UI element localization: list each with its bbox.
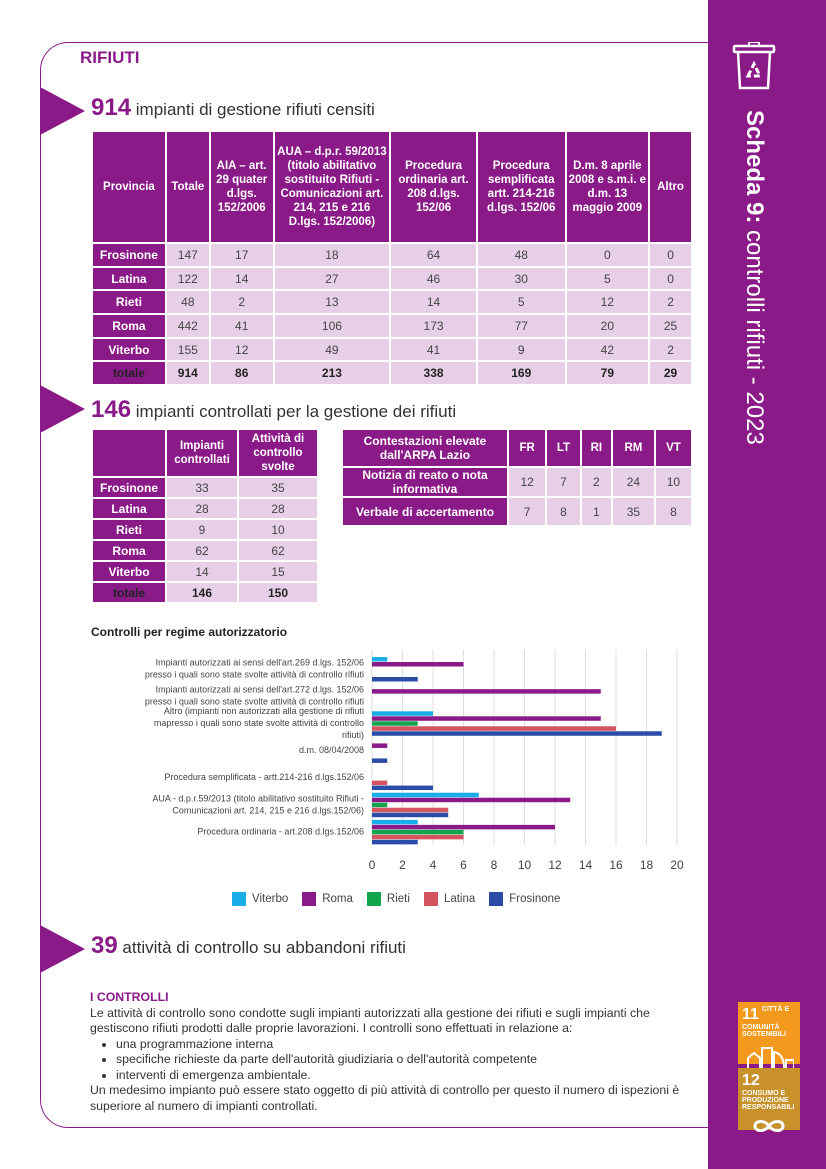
table-cell: 62 <box>238 540 318 561</box>
bar-frosinone <box>372 731 662 736</box>
table-cell: 17 <box>210 243 274 267</box>
recycle-bin-icon <box>731 42 777 90</box>
triangle-marker <box>40 87 85 135</box>
bar-frosinone <box>372 840 418 845</box>
table-cell: 49 <box>274 338 391 362</box>
legend-item <box>367 892 410 906</box>
row-label: Rieti <box>92 290 166 314</box>
table-cell: 122 <box>166 267 210 291</box>
x-tick-label: 10 <box>517 858 532 872</box>
bar-latina <box>372 781 387 786</box>
controlli-outro: Un medesimo impianto può essere stato oggetto di più attività di controllo per questo il numero di ispezioni è superiore al numero di impianti controllati. <box>90 1083 680 1113</box>
bar-rieti <box>372 803 387 808</box>
table-cell: 28 <box>238 498 318 519</box>
table-cell: 2 <box>649 338 692 362</box>
list-item: • interventi di emergenza ambientale. <box>116 1068 700 1084</box>
category-label: Procedura ordinaria - art.208 d.lgs.152/06 <box>197 826 364 837</box>
table-cell: 173 <box>390 314 477 338</box>
table-row <box>92 519 318 540</box>
table-cell: 18 <box>274 243 391 267</box>
table-cell: 147 <box>166 243 210 267</box>
table-cell: 9 <box>166 519 238 540</box>
contestazioni-table <box>341 428 693 527</box>
legend-label: Latina <box>443 893 476 905</box>
bar-latina <box>372 808 448 813</box>
table-row <box>92 338 692 362</box>
x-tick-label: 12 <box>548 858 562 872</box>
legend-swatch <box>302 892 316 906</box>
header-cell: AUA – d.p.r. 59/2013 (titolo abilitativo sostituito Rifiuti - Comunicazioni art. 214, 215 e 216 D.lgs. 152/2006) <box>274 131 391 243</box>
table-cell: 5 <box>566 267 649 291</box>
table-cell: 35 <box>612 497 655 526</box>
x-tick-label: 2 <box>399 858 406 872</box>
header-cell: Contestazioni elevate dall'ARPA Lazio <box>342 429 508 467</box>
table-cell: 64 <box>390 243 477 267</box>
row-label: Viterbo <box>92 338 166 362</box>
legend-item <box>424 892 475 906</box>
header-cell: AIA – art. 29 quater d.lgs. 152/2006 <box>210 131 274 243</box>
controlli-title: I CONTROLLI <box>90 990 169 1004</box>
table-cell: 8 <box>546 497 580 526</box>
table-row <box>92 290 692 314</box>
row-label: totale <box>92 582 166 603</box>
table-cell: 12 <box>508 467 546 497</box>
heading-impianti-censiti: 914 impianti di gestione rifiuti censiti <box>91 94 375 121</box>
chart-legend <box>232 892 560 906</box>
header-cell: Attività di controllo svolte <box>238 429 318 477</box>
chart-title: Controlli per regime autorizzatorio <box>91 625 288 639</box>
bar-rieti <box>372 721 418 726</box>
row-label: Frosinone <box>92 243 166 267</box>
category-label: Impianti autorizzati ai sensi dell'art.272 d.lgs. 152/06 presso i quali sono state svolte attività di controllo rifiuti <box>144 684 364 707</box>
bar-roma <box>372 825 555 830</box>
legend-swatch <box>489 892 503 906</box>
table-cell: 9 <box>477 338 566 362</box>
table-cell: 28 <box>166 498 238 519</box>
table-cell: 77 <box>477 314 566 338</box>
table-row <box>92 477 318 498</box>
city-icon <box>744 1042 794 1068</box>
x-tick-label: 0 <box>368 858 376 872</box>
section-title: RIFIUTI <box>80 48 140 67</box>
bar-latina <box>372 835 464 840</box>
legend-item <box>302 892 353 906</box>
table-cell: 14 <box>390 290 477 314</box>
table-cell: 15 <box>238 561 318 582</box>
legend-item <box>489 892 560 906</box>
x-tick-label: 16 <box>609 858 623 872</box>
table-cell: 48 <box>477 243 566 267</box>
table-cell: 442 <box>166 314 210 338</box>
table-cell: 169 <box>477 361 566 385</box>
row-label: Latina <box>92 498 166 519</box>
table-cell: 7 <box>546 467 580 497</box>
list-item: • una programmazione interna <box>116 1037 700 1053</box>
table-row <box>92 498 318 519</box>
bar-roma <box>372 743 387 748</box>
table-cell: 29 <box>649 361 692 385</box>
bar-frosinone <box>372 786 433 791</box>
table-cell: 10 <box>655 467 692 497</box>
table-cell: 86 <box>210 361 274 385</box>
legend-label: Roma <box>322 893 353 905</box>
bar-viterbo <box>372 820 418 825</box>
heading-impianti-controllati: 146 impianti controllati per la gestione dei rifiuti <box>91 396 457 423</box>
table-cell: 30 <box>477 267 566 291</box>
row-label: Rieti <box>92 519 166 540</box>
table-cell: 146 <box>166 582 238 603</box>
sdg-12-badge: 12 CONSUMO E PRODUZIONE RESPONSABILI <box>738 1068 800 1130</box>
header-cell: Impianti controllati <box>166 429 238 477</box>
header-cell: VT <box>655 429 692 467</box>
header-cell: RM <box>612 429 655 467</box>
x-tick-label: 14 <box>578 858 593 872</box>
bar-frosinone <box>372 758 387 763</box>
header-cell: Provincia <box>92 131 166 243</box>
table-cell: 13 <box>274 290 391 314</box>
triangle-marker <box>40 385 85 433</box>
table-cell: 155 <box>166 338 210 362</box>
table-cell: 24 <box>612 467 655 497</box>
table-cell: 2 <box>581 467 612 497</box>
table-cell: 2 <box>649 290 692 314</box>
row-label: Roma <box>92 314 166 338</box>
header-cell <box>92 429 166 477</box>
table-cell: 27 <box>274 267 391 291</box>
bar-roma <box>372 798 570 803</box>
table-cell: 213 <box>274 361 391 385</box>
table-row <box>342 497 692 526</box>
bar-viterbo <box>372 793 479 798</box>
legend-swatch <box>367 892 381 906</box>
legend-swatch <box>232 892 246 906</box>
table-cell: 20 <box>566 314 649 338</box>
table-cell: 150 <box>238 582 318 603</box>
row-label: Latina <box>92 267 166 291</box>
table-row <box>342 467 692 497</box>
category-label: Altro (impianti non autorizzati alla gestione di rifiuti mapresso i quali sono state svolte attività di controllo rifiuti) <box>153 705 364 740</box>
header-cell: D.m. 8 aprile 2008 e s.m.i. e d.m. 13 maggio 2009 <box>566 131 649 243</box>
x-tick-label: 18 <box>639 858 654 872</box>
x-tick-label: 8 <box>490 858 498 872</box>
impianti-controllati-table <box>91 428 319 604</box>
infinity-icon <box>749 1115 789 1137</box>
header-cell: FR <box>508 429 546 467</box>
row-label: Viterbo <box>92 561 166 582</box>
bar-roma <box>372 662 464 667</box>
table-cell: 12 <box>566 290 649 314</box>
sheet-title: Scheda 9: controlli rifiuti - 2023 <box>741 110 768 445</box>
header-cell: Totale <box>166 131 210 243</box>
x-tick-label: 4 <box>429 858 437 872</box>
row-label: Notizia di reato o nota informativa <box>342 467 508 497</box>
category-label: Impianti autorizzati ai sensi dell'art.269 d.lgs. 152/06 presso i quali sono state svolte attività di controllo rifiuti <box>144 657 364 680</box>
table-row <box>92 361 692 385</box>
header-cell: Procedura ordinaria art. 208 d.lgs. 152/06 <box>390 131 477 243</box>
table-cell: 12 <box>210 338 274 362</box>
table-cell: 14 <box>166 561 238 582</box>
legend-label: Frosinone <box>509 893 561 905</box>
table-row <box>92 540 318 561</box>
table-cell: 41 <box>390 338 477 362</box>
controlli-bar-chart <box>0 640 708 875</box>
table-cell: 79 <box>566 361 649 385</box>
table-cell: 35 <box>238 477 318 498</box>
table-cell: 14 <box>210 267 274 291</box>
bar-rieti <box>372 830 464 835</box>
table-cell: 1 <box>581 497 612 526</box>
table-cell: 2 <box>210 290 274 314</box>
bar-frosinone <box>372 813 448 818</box>
table-cell: 33 <box>166 477 238 498</box>
table-cell: 7 <box>508 497 546 526</box>
table-cell: 62 <box>166 540 238 561</box>
category-label: Procedura semplificata - artt.214-216 d.lgs.152/06 <box>164 772 364 783</box>
table-cell: 106 <box>274 314 391 338</box>
bar-latina <box>372 726 616 731</box>
bar-frosinone <box>372 677 418 682</box>
table-row <box>92 243 692 267</box>
sdg-11-badge: 11 CITTÀ E COMUNITÀ SOSTENIBILI <box>738 1002 800 1064</box>
header-cell: LT <box>546 429 580 467</box>
bar-roma <box>372 689 601 694</box>
header-cell: Procedura semplificata artt. 214-216 d.lgs. 152/06 <box>477 131 566 243</box>
row-label: Frosinone <box>92 477 166 498</box>
bar-viterbo <box>372 657 387 662</box>
legend-item <box>232 892 288 906</box>
table-cell: 5 <box>477 290 566 314</box>
bar-viterbo <box>372 711 433 716</box>
table-row <box>92 582 318 603</box>
header-cell: Altro <box>649 131 692 243</box>
category-label: d.m. 08/04/2008 <box>298 745 364 755</box>
table-cell: 41 <box>210 314 274 338</box>
controlli-intro: Le attività di controllo sono condotte sugli impianti autorizzati alla gestione dei rifiuti e sugli impianti che gestiscono rifiuti prodotti dalle proprie lavorazioni. I controlli sono effettuati in relazione a: <box>90 1005 650 1035</box>
row-label: totale <box>92 361 166 385</box>
triangle-marker <box>40 925 85 973</box>
row-label: Verbale di accertamento <box>342 497 508 526</box>
legend-label: Viterbo <box>252 893 289 905</box>
table-row <box>92 561 318 582</box>
table-cell: 0 <box>649 243 692 267</box>
table-cell: 42 <box>566 338 649 362</box>
table-cell: 10 <box>238 519 318 540</box>
controlli-text <box>90 990 700 1114</box>
table-cell: 914 <box>166 361 210 385</box>
category-label: AUA - d.p.r.59/2013 (titolo abilitativo sostituito Rifiuti -Comunicazioni art. 214, 215 e 216 d.lgs.152/06) <box>152 793 364 816</box>
table-cell: 48 <box>166 290 210 314</box>
impianti-censiti-table <box>91 130 693 386</box>
table-cell: 25 <box>649 314 692 338</box>
header-cell: RI <box>581 429 612 467</box>
heading-abbandoni: 39 attività di controllo su abbandoni rifiuti <box>91 932 406 959</box>
x-tick-label: 20 <box>670 858 684 872</box>
table-row <box>92 267 692 291</box>
table-cell: 46 <box>390 267 477 291</box>
table-cell: 338 <box>390 361 477 385</box>
legend-swatch <box>424 892 438 906</box>
x-tick-label: 6 <box>460 858 467 872</box>
table-row <box>92 314 692 338</box>
table-cell: 8 <box>655 497 692 526</box>
list-item: • specifiche richieste da parte dell'autorità giudiziaria o dell'autorità competente <box>116 1052 700 1068</box>
table-cell: 0 <box>566 243 649 267</box>
legend-label: Rieti <box>386 893 410 905</box>
row-label: Roma <box>92 540 166 561</box>
bar-roma <box>372 716 601 721</box>
table-cell: 0 <box>649 267 692 291</box>
